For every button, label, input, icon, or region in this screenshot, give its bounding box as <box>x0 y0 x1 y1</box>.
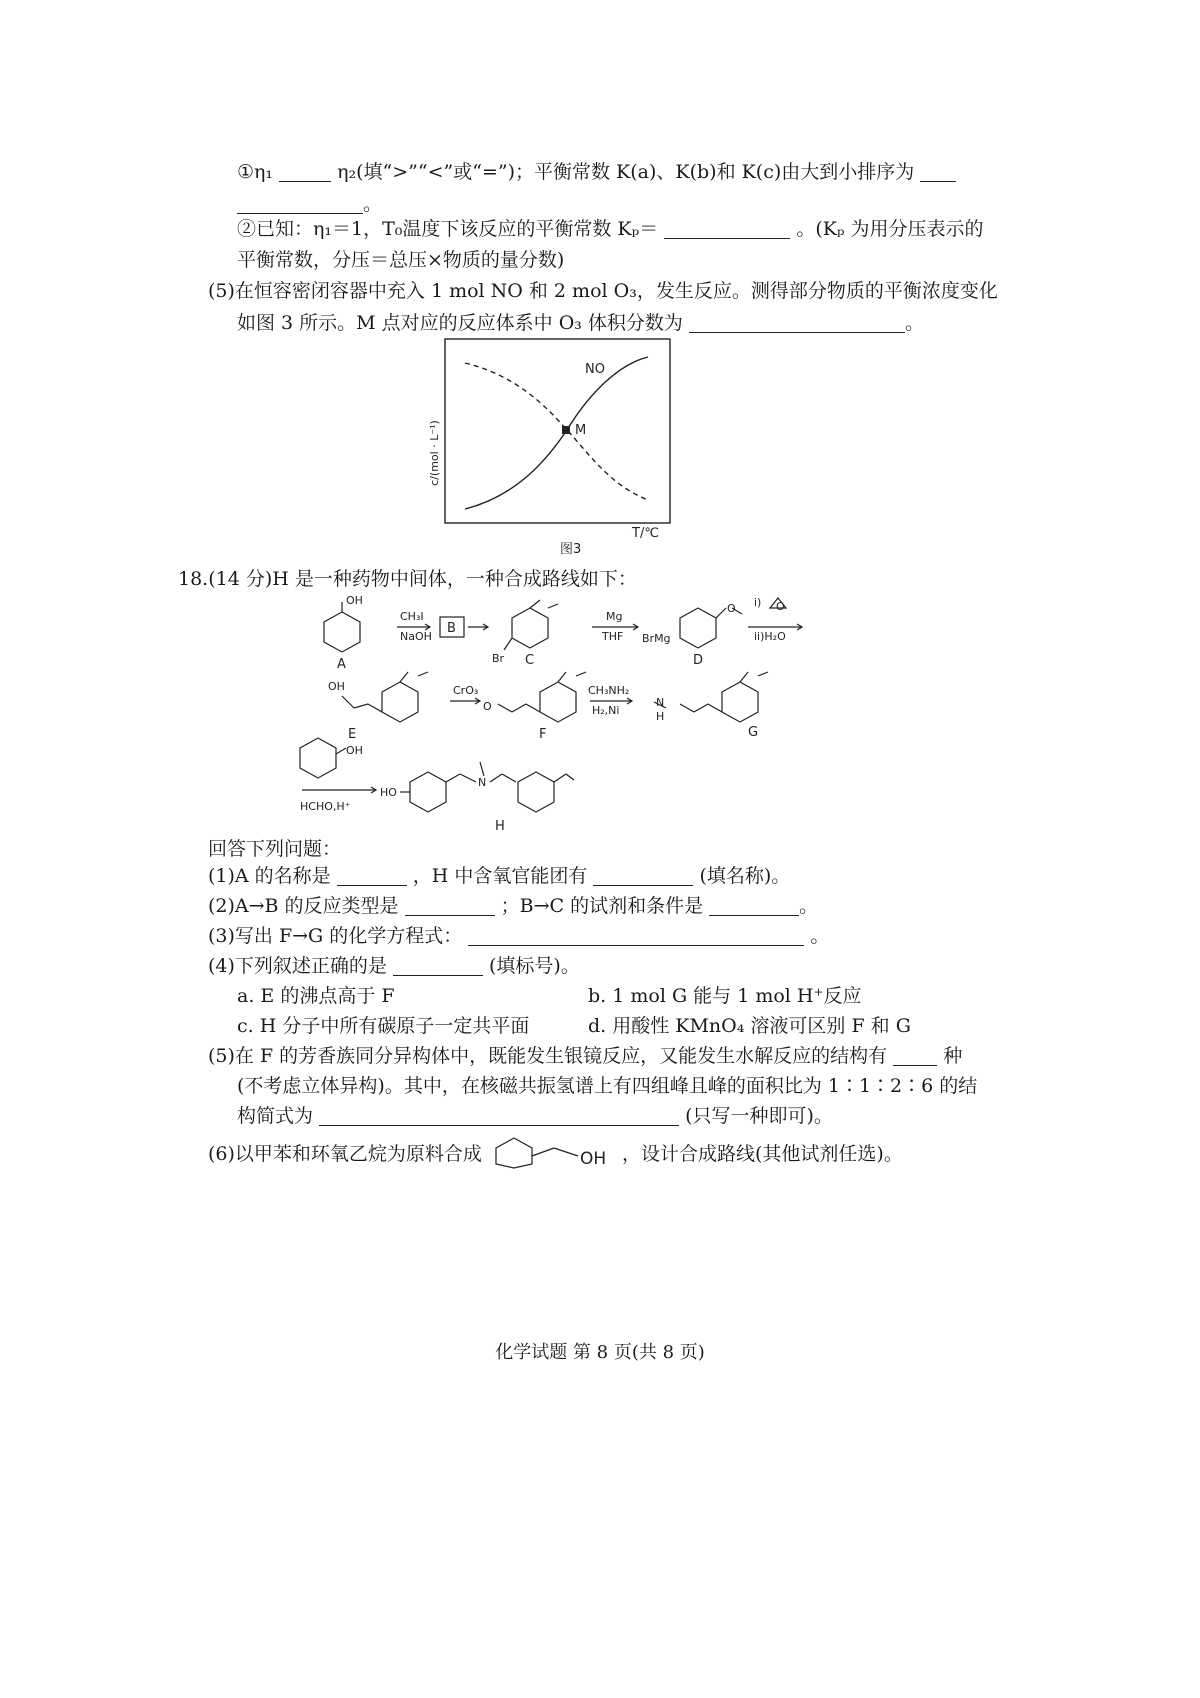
no-curve <box>465 357 648 509</box>
blank-o3-fraction[interactable] <box>689 312 905 333</box>
option-d: d. 用酸性 KMnO₄ 溶液可区别 F 和 G <box>588 1015 911 1037</box>
eta1-symbol: η₁ <box>254 161 274 183</box>
q18-2: (2)A→B 的反应类型是 ；B→C 的试剂和条件是 。 <box>208 895 819 917</box>
q4-line-2b: 平衡常数，分压＝总压×物质的量分数) <box>237 249 565 271</box>
q4-line-1 <box>237 158 956 186</box>
label-h: H <box>495 819 505 834</box>
label-e: E <box>348 727 357 742</box>
benzene-h1 <box>410 772 446 812</box>
q4-line-2: ②已知：η₁＝1，T₀温度下该反应的平衡常数 Kₚ＝ 。(Kₚ 为用分压表示的 <box>237 218 984 240</box>
q5-line-1: (5)在恒容密闭容器中充入 1 mol NO 和 2 mol O₃，发生反应。测得部分物质的平衡浓度变化 <box>208 280 998 302</box>
svg-text:O: O <box>776 600 785 613</box>
svg-text:i): i) <box>754 596 762 609</box>
point-m <box>562 426 570 434</box>
label-d: D <box>693 653 704 668</box>
svg-text:CH₃NH₂: CH₃NH₂ <box>588 684 630 697</box>
q18-1: (1)A 的名称是 ，H 中含氧官能团有 (填名称)。 <box>208 865 791 887</box>
label-b: B <box>447 621 456 636</box>
q18-header: 18.(14 分)H 是一种药物中间体，一种合成路线如下： <box>178 568 637 590</box>
q18-6: (6)以甲苯和环氧乙烷为原料合成 OH ，设计合成路线(其他试剂任选)。 <box>208 1136 903 1170</box>
svg-text:H: H <box>656 710 665 723</box>
label-a: A <box>337 657 346 672</box>
q4-circle-1: ① <box>237 161 255 183</box>
blank-h-groups[interactable] <box>593 865 693 886</box>
blank-a-name[interactable] <box>337 865 407 886</box>
blank-isomer-count[interactable] <box>893 1045 937 1066</box>
label-f: F <box>539 727 547 742</box>
q18-5-line-3: 构简式为 (只写一种即可)。 <box>237 1105 833 1127</box>
blank-structure[interactable] <box>319 1105 679 1126</box>
benzene-g <box>722 682 758 722</box>
svg-text:OH: OH <box>579 1149 607 1169</box>
o3-curve <box>465 363 648 500</box>
label-g: G <box>748 725 759 740</box>
benzene-phenol <box>300 738 336 778</box>
svg-text:O: O <box>483 700 492 713</box>
blank-equation[interactable] <box>468 925 804 946</box>
svg-text:OH: OH <box>328 680 345 693</box>
figure-caption: 图3 <box>560 542 582 557</box>
point-m-label: M <box>575 423 587 438</box>
blank-correct-options[interactable] <box>393 955 483 976</box>
svg-text:THF: THF <box>602 630 624 643</box>
svg-text:HO: HO <box>380 786 397 799</box>
benzene-h2 <box>518 772 554 812</box>
q18-3: (3)写出 F→G 的化学方程式： 。 <box>208 925 830 947</box>
blank-k-order-a[interactable] <box>920 161 956 182</box>
benzene-d <box>680 608 716 648</box>
benzene-f <box>540 682 576 722</box>
benzene-c <box>512 608 548 648</box>
benzene-a <box>324 612 360 652</box>
q18-4: (4)下列叙述正确的是 (填标号)。 <box>208 955 580 977</box>
q4-line-1b: 。 <box>237 190 382 218</box>
q5-line-2: 如图 3 所示。M 点对应的反应体系中 O₃ 体积分数为 。 <box>237 312 924 334</box>
svg-text:BrMg: BrMg <box>642 632 671 645</box>
page-footer: 化学试题 第 8 页(共 8 页) <box>495 1342 705 1363</box>
svg-text:H₂,Ni: H₂,Ni <box>592 704 620 717</box>
svg-text:ii)H₂O: ii)H₂O <box>754 630 786 643</box>
benzene-e <box>382 682 418 722</box>
curve-no-label: NO <box>585 362 605 377</box>
svg-text:HCHO,H⁺: HCHO,H⁺ <box>300 800 351 813</box>
blank-reagent[interactable] <box>709 895 799 916</box>
q18-5-line-1: (5)在 F 的芳香族同分异构体中，既能发生银镜反应，又能发生水解反应的结构有 种 <box>208 1045 963 1067</box>
blank-k-order-b[interactable] <box>237 193 363 214</box>
svg-text:N: N <box>656 696 665 709</box>
svg-text:NaOH: NaOH <box>400 630 432 643</box>
label-c: C <box>525 653 535 668</box>
x-axis-label: T/℃ <box>632 526 659 541</box>
blank-kp[interactable] <box>664 218 790 239</box>
svg-text:CH₃I: CH₃I <box>400 610 424 623</box>
q18-5-line-2: (不考虑立体异构)。其中，在核磁共振氢谱上有四组峰且峰的面积比为 1∶1∶2∶6 的结 <box>237 1075 978 1097</box>
svg-text:Br: Br <box>492 652 505 665</box>
q18-prompt: 回答下列问题： <box>208 838 342 860</box>
svg-text:N: N <box>478 776 487 789</box>
target-molecule <box>488 1136 616 1170</box>
blank-reaction-type[interactable] <box>405 895 495 916</box>
svg-text:Mg: Mg <box>606 610 623 623</box>
svg-text:OH: OH <box>346 594 363 607</box>
y-axis-label: c/(mol · L⁻¹) <box>428 420 441 486</box>
svg-text:CrO₃: CrO₃ <box>453 684 479 697</box>
svg-text:OH: OH <box>346 744 363 757</box>
q4-1-text: η₂(填“>”“<”或“=”)；平衡常数 K(a)、K(b)和 K(c)由大到小排序为 <box>337 161 915 183</box>
synthesis-scheme <box>280 590 840 835</box>
option-b: b. 1 mol G 能与 1 mol H⁺反应 <box>588 985 862 1007</box>
figure-3 <box>420 335 700 560</box>
blank-eta-compare[interactable] <box>279 161 331 182</box>
option-a: a. E 的沸点高于 F <box>237 985 395 1007</box>
svg-text:O: O <box>727 602 736 615</box>
option-c: c. H 分子中所有碳原子一定共平面 <box>237 1015 530 1037</box>
